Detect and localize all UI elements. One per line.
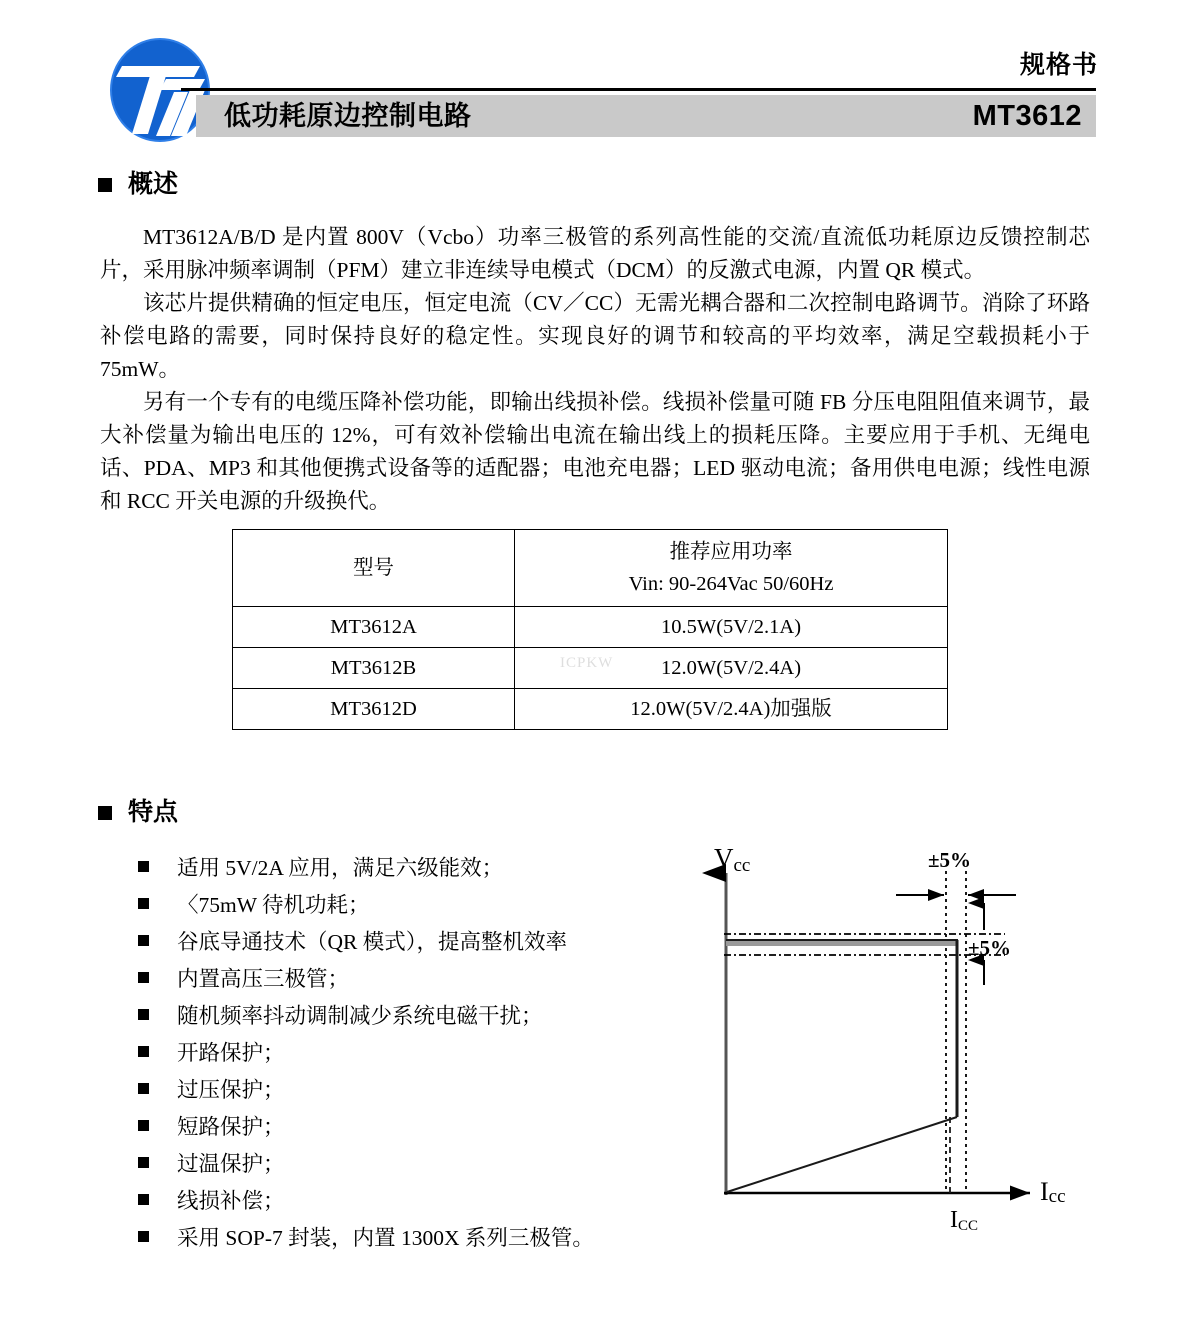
overview-paragraph: MT3612A/B/D 是内置 800V（Vcbo）功率三极管的系列高性能的交流/直流低功耗原边反馈控制芯片，采用脉冲频率调制（PFM）建立非连续导电模式（DCM）的反激式电源，内置 QR 模式。 (100, 225, 1090, 282)
list-item (138, 998, 678, 1035)
bullet-square-icon (138, 1120, 149, 1131)
cell-power: 12.0W(5V/2.4A) (515, 648, 948, 689)
bullet-square-icon (138, 1194, 149, 1205)
feature-label: 谷底导通技术（QR 模式），提高整机效率 (177, 930, 567, 954)
feature-label: 采用 SOP-7 封装，内置 1300X 系列三极管。 (177, 1226, 594, 1250)
section-heading-features (98, 800, 178, 825)
list-item (138, 1146, 678, 1183)
cell-model: MT3612B (233, 648, 515, 689)
section-heading-features-label: 特点 (128, 798, 179, 826)
table-watermark: ICPKW (560, 655, 614, 671)
overview-body (100, 221, 1090, 518)
bullet-square-icon (138, 898, 149, 909)
bullet-square-icon (138, 1157, 149, 1168)
feature-label: 过温保护； (177, 1152, 285, 1176)
bullet-square-icon (98, 178, 112, 192)
list-item (138, 887, 678, 924)
y-axis-label: Vcc (714, 845, 751, 876)
table-row (233, 607, 948, 648)
bullet-square-icon (138, 1231, 149, 1242)
bullet-square-icon (138, 861, 149, 872)
cell-model: MT3612D (233, 689, 515, 730)
list-item (138, 1220, 678, 1257)
bullet-square-icon (138, 935, 149, 946)
feature-label: 开路保护； (177, 1041, 285, 1065)
cell-power: 10.5W(5V/2.1A) (515, 607, 948, 648)
page-header (0, 0, 1190, 160)
x-axis-tick-label-icc: ICC (950, 1207, 979, 1234)
part-number: MT3612 (972, 100, 1082, 132)
bullet-square-icon (138, 1046, 149, 1057)
list-item (138, 1183, 678, 1220)
cell-model: MT3612A (233, 607, 515, 648)
feature-label: 线损补偿； (177, 1189, 285, 1213)
spec-label: 规格书 (1019, 51, 1098, 79)
list-item (138, 924, 678, 961)
list-item (138, 850, 678, 887)
icc-tolerance-label: ±5% (928, 848, 972, 872)
title-bar (196, 95, 1096, 137)
bullet-square-icon (138, 972, 149, 983)
vcc-tolerance-annotation (968, 903, 1011, 985)
table-row (233, 689, 948, 730)
cell-power: 12.0W(5V/2.4A)加强版 (515, 689, 948, 730)
feature-label: 适用 5V/2A 应用，满足六级能效； (177, 856, 504, 880)
section-heading-overview-label: 概述 (128, 170, 179, 198)
overview-paragraph: 另有一个专有的电缆压降补偿功能，即输出线损补偿。线损补偿量可随 FB 分压电阻阻值来调节，最大补偿量为输出电压的 12%，可有效补偿输出电流在输出线上的损耗压降。主要应用于手机、无绳电话、PDA、MP3 和其他便携式设备等的适配器；电池充电器；LED 驱动电流；备用供电电源；线性电源和 RCC 开关电源的升级换代。 (100, 390, 1090, 513)
cv-cc-characteristic-chart (700, 845, 1070, 1240)
list-item (138, 961, 678, 998)
feature-label: 短路保护； (177, 1115, 285, 1139)
page-title: 低功耗原边控制电路 (224, 101, 472, 131)
overview-paragraph: 该芯片提供精确的恒定电压，恒定电流（CV／CC）无需光耦合器和二次控制电路调节。消除了环路补偿电路的需要，同时保持良好的稳定性。实现良好的调节和较高的平均效率，满足空载损耗小于 75mW。 (100, 291, 1090, 381)
table-row (233, 648, 948, 689)
feature-label: 内置高压三极管； (177, 967, 350, 991)
cc-load-line (727, 1117, 957, 1192)
feature-label: 过压保护； (177, 1078, 285, 1102)
table-header-model: 型号 (233, 530, 515, 607)
icc-tolerance-annotation (896, 848, 1016, 895)
table-header-power-line2: Vin: 90-264Vac 50/60Hz (628, 573, 834, 595)
feature-label: 〈75mW 待机功耗； (177, 893, 370, 917)
bullet-square-icon (138, 1083, 149, 1094)
section-heading-overview (98, 172, 178, 197)
vcc-tolerance-label: ±5% (968, 936, 1012, 960)
table-header-power (515, 530, 948, 607)
header-divider-rule (181, 88, 1096, 91)
list-item (138, 1109, 678, 1146)
table-header-row (233, 530, 948, 607)
chart-curve (726, 940, 958, 1193)
x-axis-label: Icc (1040, 1177, 1066, 1207)
bullet-square-icon (98, 806, 112, 820)
recommended-power-table (232, 529, 948, 730)
bullet-square-icon (138, 1009, 149, 1020)
list-item (138, 1035, 678, 1072)
table-header-power-line1: 推荐应用功率 (669, 541, 793, 563)
list-item (138, 1072, 678, 1109)
features-list (138, 850, 678, 1257)
feature-label: 随机频率抖动调制减少系统电磁干扰； (177, 1004, 543, 1028)
chart-reference-lines (724, 871, 1005, 1193)
